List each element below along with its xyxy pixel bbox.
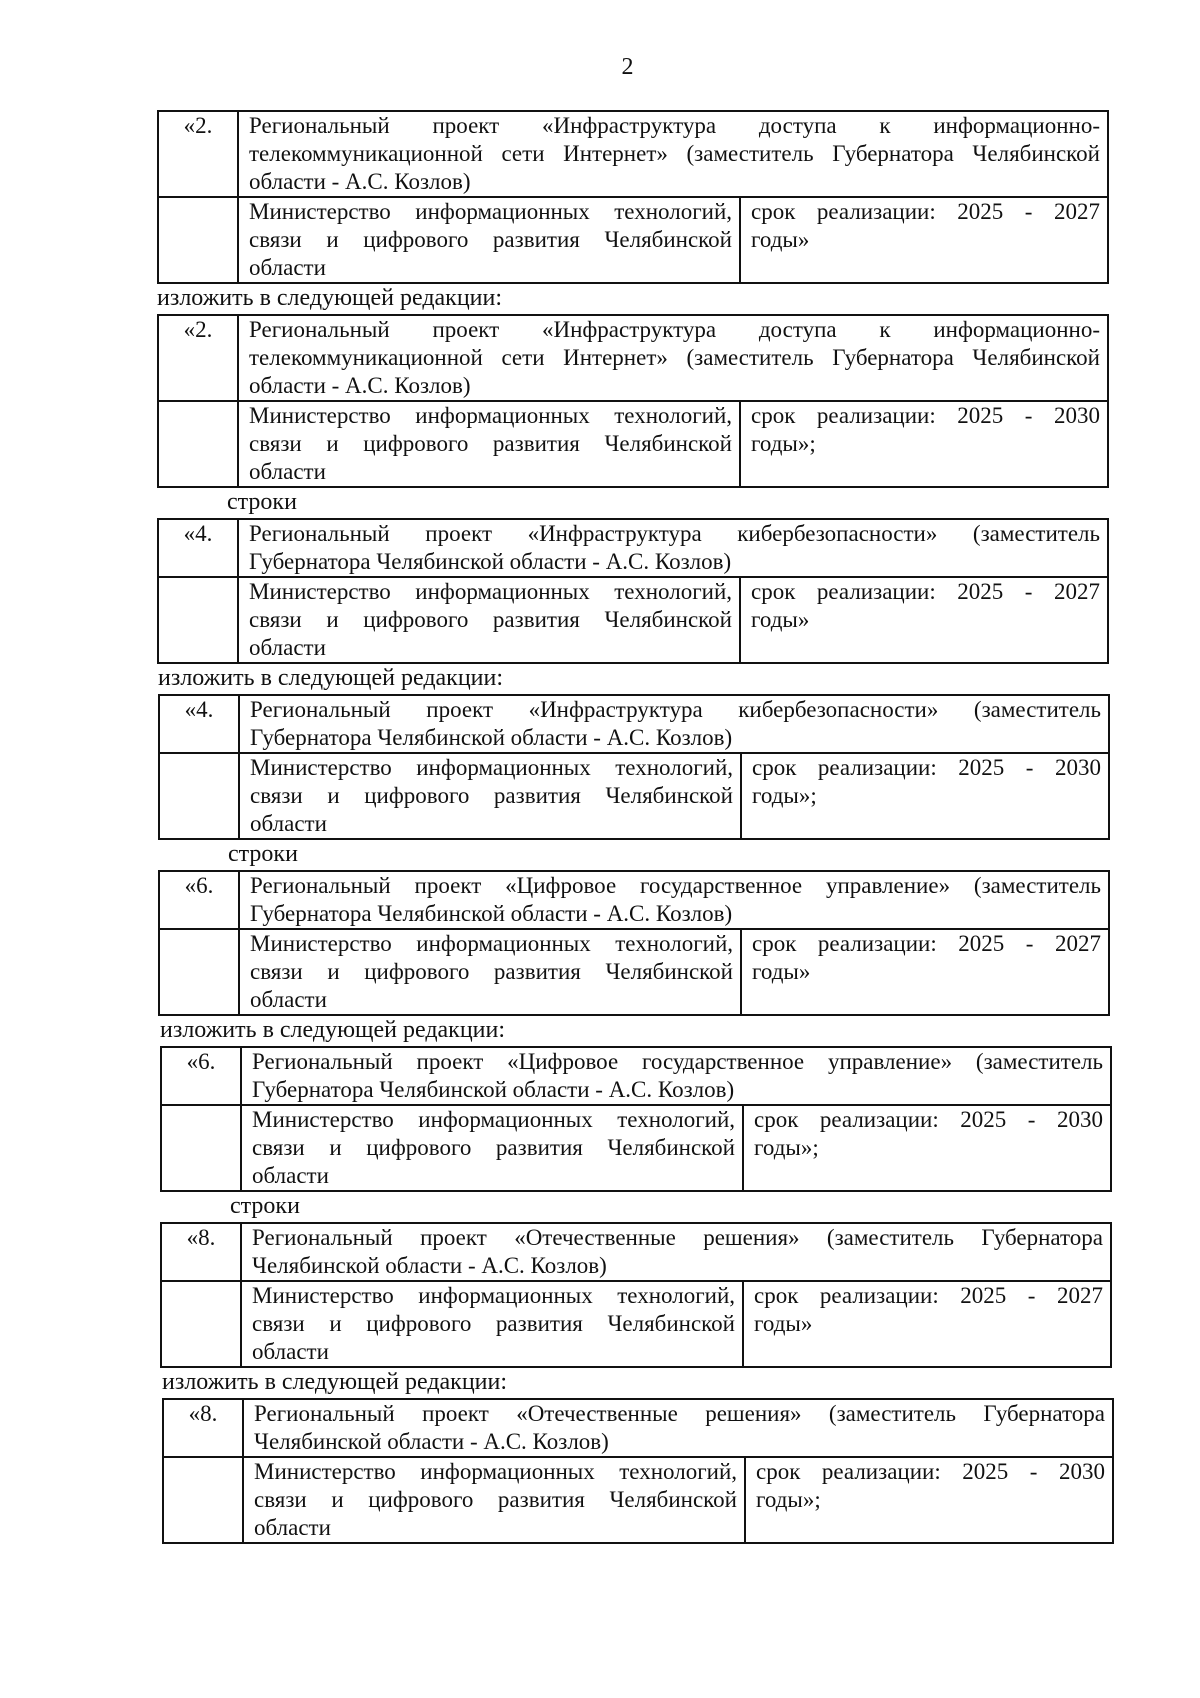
row-number: «4. bbox=[159, 695, 239, 753]
implementation-term: срок реализации: 2025 - 2030 годы»; bbox=[740, 401, 1108, 487]
responsible-ministry: Министерство информационных технологий, связи и цифрового развития Челябинской области bbox=[243, 1457, 745, 1543]
project-title: Региональный проект «Цифровое государственное управление» (заместитель Губернатора Челябинской области - А.С. Козлов) bbox=[239, 871, 1109, 929]
project-table bbox=[157, 314, 1109, 488]
responsible-ministry: Министерство информационных технологий, связи и цифрового развития Челябинской области bbox=[239, 929, 741, 1015]
empty-cell bbox=[158, 197, 238, 283]
row-number: «4. bbox=[158, 519, 238, 577]
project-detail-row bbox=[159, 753, 1109, 839]
amendment-block bbox=[160, 1192, 1200, 1368]
project-detail-row bbox=[163, 1457, 1113, 1543]
project-table bbox=[160, 1046, 1112, 1192]
row-number: «6. bbox=[159, 871, 239, 929]
project-title: Региональный проект «Цифровое государственное управление» (заместитель Губернатора Челябинской области - А.С. Козлов) bbox=[241, 1047, 1111, 1105]
responsible-ministry: Министерство информационных технологий, связи и цифрового развития Челябинской области bbox=[238, 401, 740, 487]
empty-cell bbox=[161, 1105, 241, 1191]
project-title-row bbox=[158, 111, 1108, 197]
project-detail-row bbox=[158, 401, 1108, 487]
project-table bbox=[157, 518, 1109, 664]
responsible-ministry: Министерство информационных технологий, связи и цифрового развития Челябинской области bbox=[239, 753, 741, 839]
empty-cell bbox=[159, 929, 239, 1015]
project-title: Региональный проект «Отечественные решения» (заместитель Губернатора Челябинской области - А.С. Козлов) bbox=[243, 1399, 1113, 1457]
intro-text: строки bbox=[227, 489, 297, 515]
project-detail-row bbox=[161, 1105, 1111, 1191]
project-title: Региональный проект «Отечественные решения» (заместитель Губернатора Челябинской области - А.С. Козлов) bbox=[241, 1223, 1111, 1281]
responsible-ministry: Министерство информационных технологий, связи и цифрового развития Челябинской области bbox=[238, 577, 740, 663]
project-title-row bbox=[161, 1223, 1111, 1281]
project-title: Региональный проект «Инфраструктура доступа к информационно-телекоммуникационной сети Интернет» (заместитель Губернатора Челябинской области - А.С. Козлов) bbox=[238, 111, 1108, 197]
amendment-block bbox=[162, 1368, 1200, 1544]
amendment-block bbox=[157, 488, 1200, 664]
document-body bbox=[0, 110, 1200, 1544]
row-number: «8. bbox=[163, 1399, 243, 1457]
implementation-term: срок реализации: 2025 - 2030 годы»; bbox=[745, 1457, 1113, 1543]
project-table bbox=[160, 1222, 1112, 1368]
responsible-ministry: Министерство информационных технологий, связи и цифрового развития Челябинской области bbox=[241, 1105, 743, 1191]
project-table bbox=[158, 870, 1110, 1016]
empty-cell bbox=[163, 1457, 243, 1543]
project-title-row bbox=[158, 315, 1108, 401]
implementation-term: срок реализации: 2025 - 2027 годы» bbox=[743, 1281, 1111, 1367]
project-detail-row bbox=[159, 929, 1109, 1015]
row-number: «2. bbox=[158, 315, 238, 401]
amendment-block bbox=[158, 664, 1200, 840]
row-number: «8. bbox=[161, 1223, 241, 1281]
implementation-term: срок реализации: 2025 - 2027 годы» bbox=[741, 929, 1109, 1015]
project-title: Региональный проект «Инфраструктура доступа к информационно-телекоммуникационной сети Интернет» (заместитель Губернатора Челябинской области - А.С. Козлов) bbox=[238, 315, 1108, 401]
responsible-ministry: Министерство информационных технологий, связи и цифрового развития Челябинской области bbox=[241, 1281, 743, 1367]
intro-text: строки bbox=[230, 1193, 300, 1219]
project-detail-row bbox=[158, 577, 1108, 663]
project-detail-row bbox=[161, 1281, 1111, 1367]
project-detail-row bbox=[158, 197, 1108, 283]
project-title-row bbox=[159, 871, 1109, 929]
project-table bbox=[162, 1398, 1114, 1544]
empty-cell bbox=[161, 1281, 241, 1367]
project-title: Региональный проект «Инфраструктура кибербезопасности» (заместитель Губернатора Челябинской области - А.С. Козлов) bbox=[238, 519, 1108, 577]
project-title-row bbox=[161, 1047, 1111, 1105]
amendment-block bbox=[160, 1016, 1200, 1192]
empty-cell bbox=[158, 577, 238, 663]
amendment-block bbox=[157, 110, 1200, 284]
project-title: Региональный проект «Инфраструктура кибербезопасности» (заместитель Губернатора Челябинской области - А.С. Козлов) bbox=[239, 695, 1109, 753]
page-number: 2 bbox=[621, 54, 634, 80]
row-number: «2. bbox=[158, 111, 238, 197]
intro-text: изложить в следующей редакции: bbox=[157, 285, 503, 311]
project-title-row bbox=[159, 695, 1109, 753]
empty-cell bbox=[159, 753, 239, 839]
intro-text: изложить в следующей редакции: bbox=[158, 665, 504, 691]
implementation-term: срок реализации: 2025 - 2027 годы» bbox=[740, 577, 1108, 663]
responsible-ministry: Министерство информационных технологий, связи и цифрового развития Челябинской области bbox=[238, 197, 740, 283]
implementation-term: срок реализации: 2025 - 2027 годы» bbox=[740, 197, 1108, 283]
implementation-term: срок реализации: 2025 - 2030 годы»; bbox=[743, 1105, 1111, 1191]
project-title-row bbox=[158, 519, 1108, 577]
intro-text: изложить в следующей редакции: bbox=[160, 1017, 506, 1043]
amendment-block bbox=[157, 284, 1200, 488]
implementation-term: срок реализации: 2025 - 2030 годы»; bbox=[741, 753, 1109, 839]
project-title-row bbox=[163, 1399, 1113, 1457]
row-number: «6. bbox=[161, 1047, 241, 1105]
intro-text: строки bbox=[228, 841, 298, 867]
project-table bbox=[157, 110, 1109, 284]
amendment-block bbox=[158, 840, 1200, 1016]
empty-cell bbox=[158, 401, 238, 487]
project-table bbox=[158, 694, 1110, 840]
intro-text: изложить в следующей редакции: bbox=[162, 1369, 508, 1395]
